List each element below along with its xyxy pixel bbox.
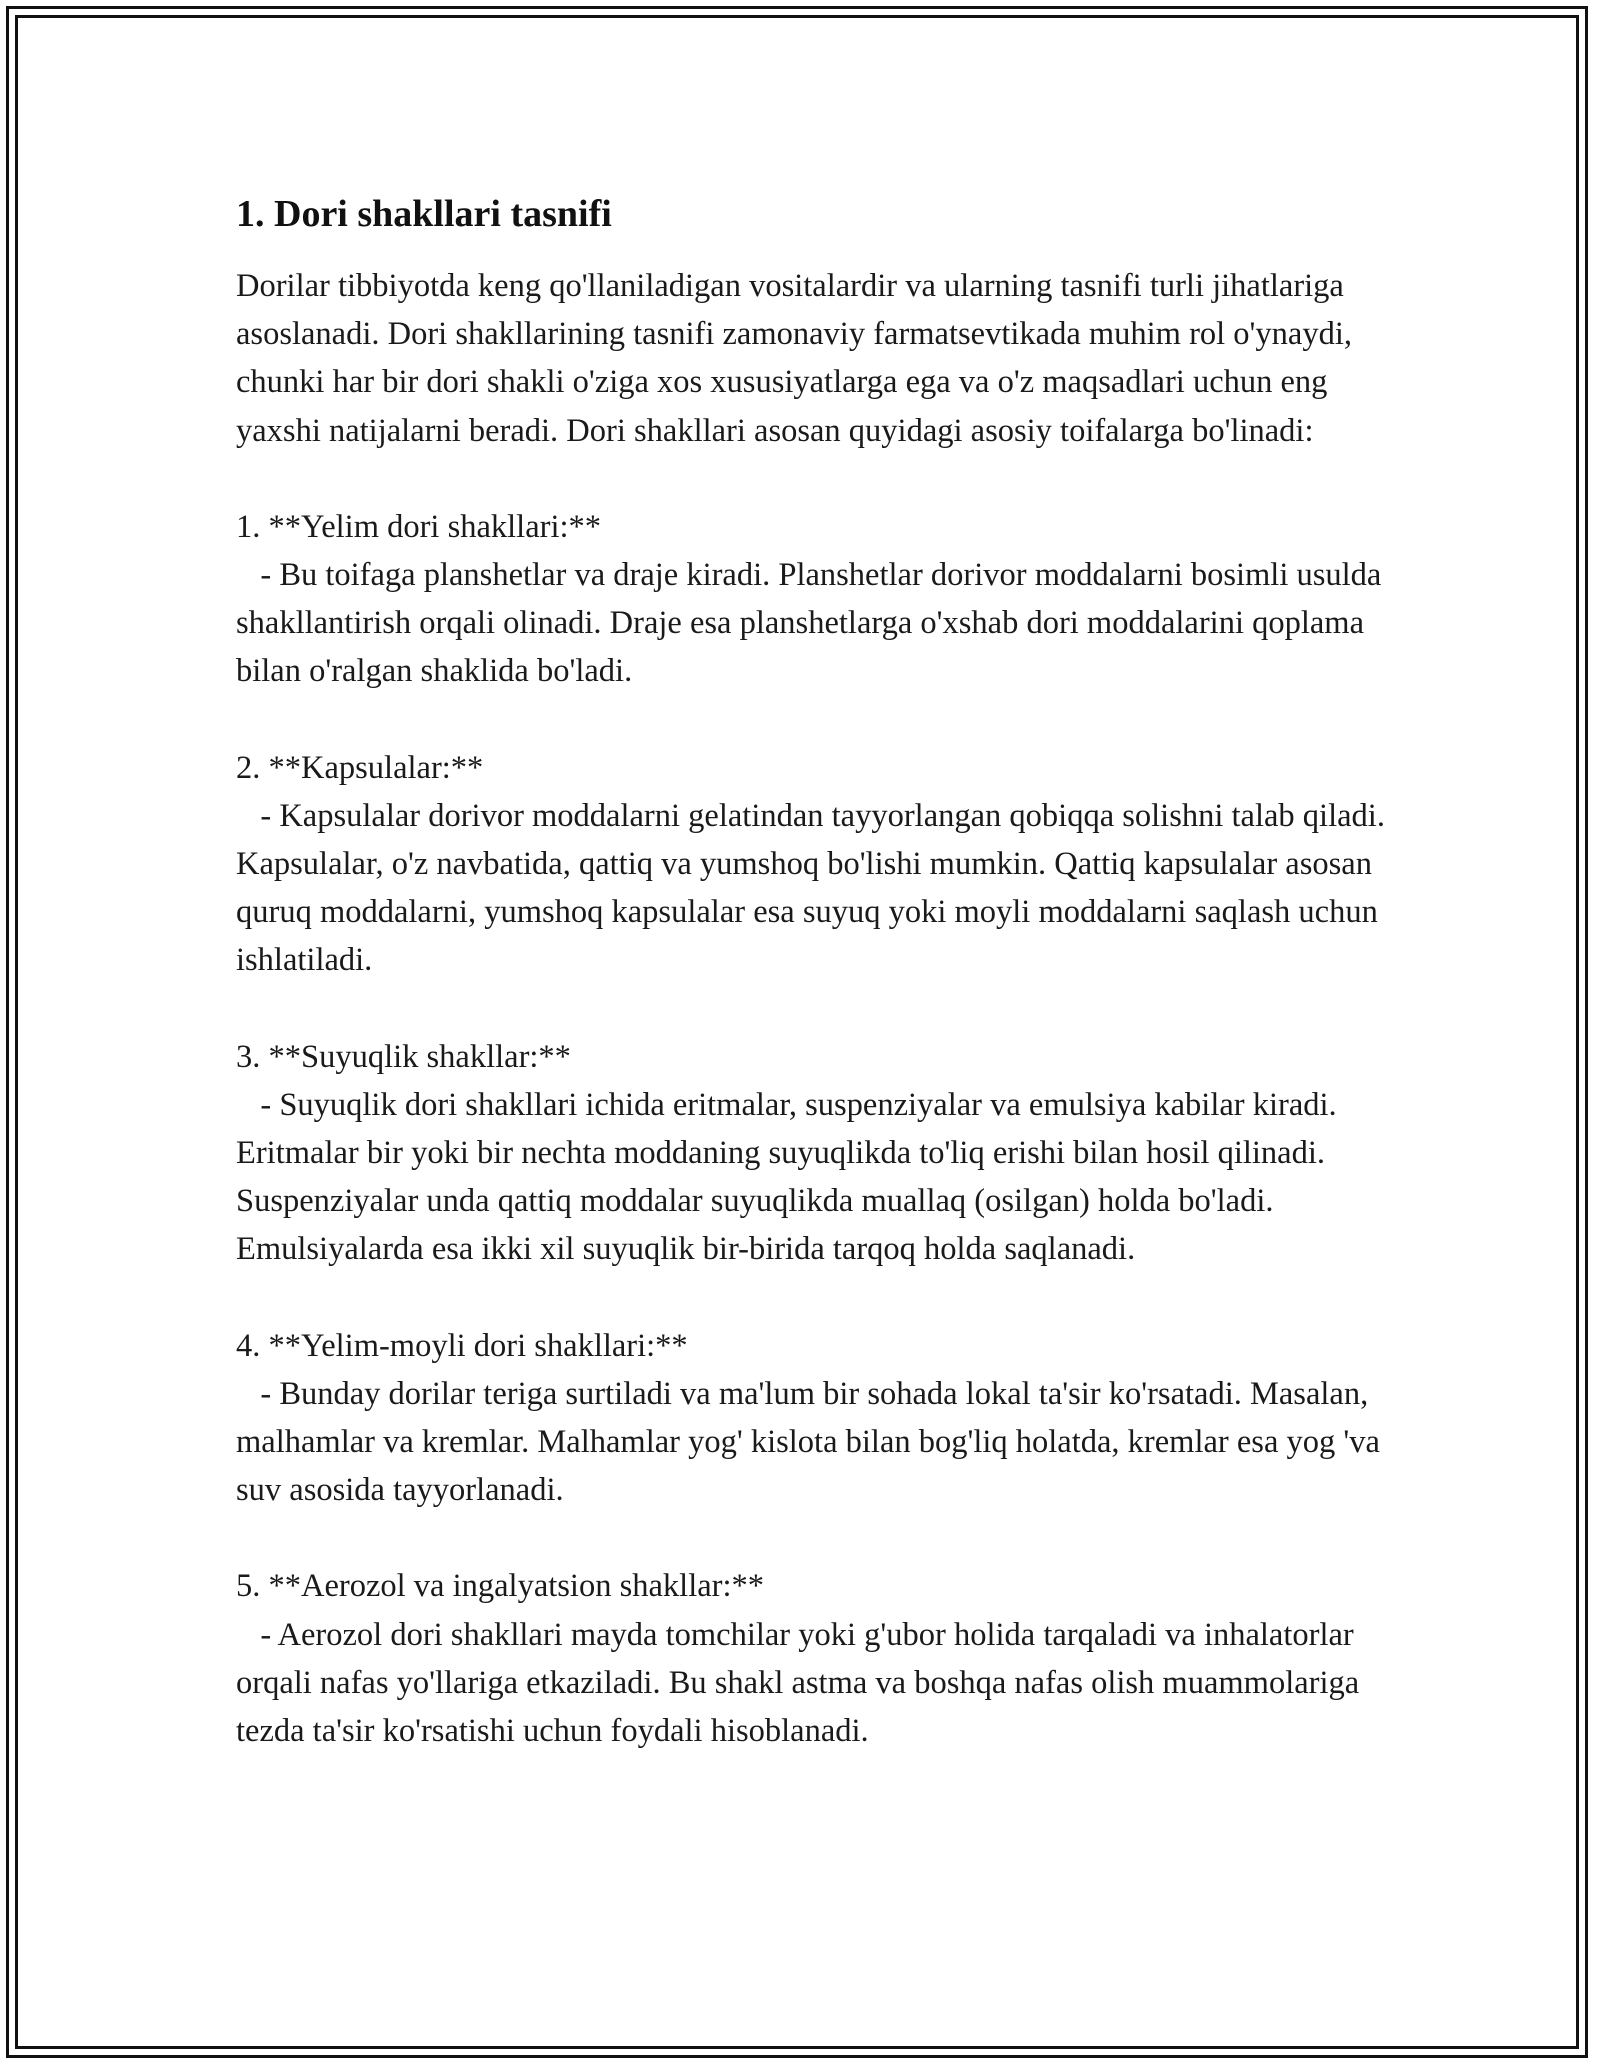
item-title: 1. **Yelim dori shakllari:**: [236, 508, 602, 545]
list-item: [236, 1562, 1396, 1755]
item-title: 2. **Kapsulalar:**: [236, 749, 484, 786]
section-heading: 1. Dori shakllari tasnifi: [236, 193, 612, 235]
list-item: [236, 1322, 1396, 1515]
item-body: - Bu toifaga planshetlar va draje kiradi. Planshetlar dorivor moddalarni bosimli usulda shakllantirish orqali olinadi. Draje esa planshetlarga o'xshab dori moddalarini qoplama bilan o'ralgan shaklida bo'ladi.: [236, 557, 1390, 690]
list-item: [236, 1033, 1396, 1274]
item-title: 4. **Yelim-moyli dori shakllari:**: [236, 1327, 688, 1364]
list-item: [236, 744, 1396, 985]
item-body: - Aerozol dori shakllari mayda tomchilar yoki g'ubor holida tarqaladi va inhalatorlar orqali nafas yo'llariga etkaziladi. Bu shakl astma va boshqa nafas olish muammolariga tezda ta'sir ko'rsatishi uchun foydali hisoblanadi.: [236, 1616, 1368, 1750]
item-body: - Bunday dorilar teriga surtiladi va ma'lum bir sohada lokal ta'sir ko'rsatadi. Masalan, malhamlar va kremlar. Malhamlar yog' kislota bilan bog'liq holatda, kremlar esa yog 'va suv asosida tayyorlanadi.: [236, 1375, 1389, 1509]
item-title: 3. **Suyuqlik shakllar:**: [236, 1038, 571, 1075]
item-title: 5. **Aerozol va ingalyatsion shakllar:**: [236, 1568, 764, 1605]
document-content: [236, 186, 1396, 1755]
intro-paragraph: Dorilar tibbiyotda keng qo'llaniladigan vositalardir va ularning tasnifi turli jihatlariga asoslanadi. Dori shakllarining tasnifi zamonaviy farmatsevtikada muhim rol o'ynaydi, chunki har bir dori shakli o'ziga xos xususiyatlarga ega va o'z maqsadlari uchun eng yaxshi natijalarni beradi. Dori shakllari asosan quyidagi asosiy toifalarga bo'linadi:: [236, 268, 1352, 449]
item-body: - Kapsulalar dorivor moddalarni gelatindan tayyorlangan qobiqqa solishni talab qiladi. Kapsulalar, o'z navbatida, qattiq va yumshoq bo'lishi mumkin. Qattiq kapsulalar asosan quruq moddalarni, yumshoq kapsulalar esa suyuq yoki moyli moddalarni saqlash uchun ishlatiladi.: [236, 797, 1394, 979]
item-body: - Suyuqlik dori shakllari ichida eritmalar, suspenziyalar va emulsiya kabilar kiradi. Eritmalar bir yoki bir nechta moddaning suyuqlikda to'liq erishi bilan hosil qilinadi. Suspenziyalar unda qattiq moddalar suyuqlikda muallaq (osilgan) holda bo'ladi. Emulsiyalarda esa ikki xil suyuqlik bir-birida tarqoq holda saqlanadi.: [236, 1086, 1345, 1268]
list-item: [236, 503, 1396, 696]
